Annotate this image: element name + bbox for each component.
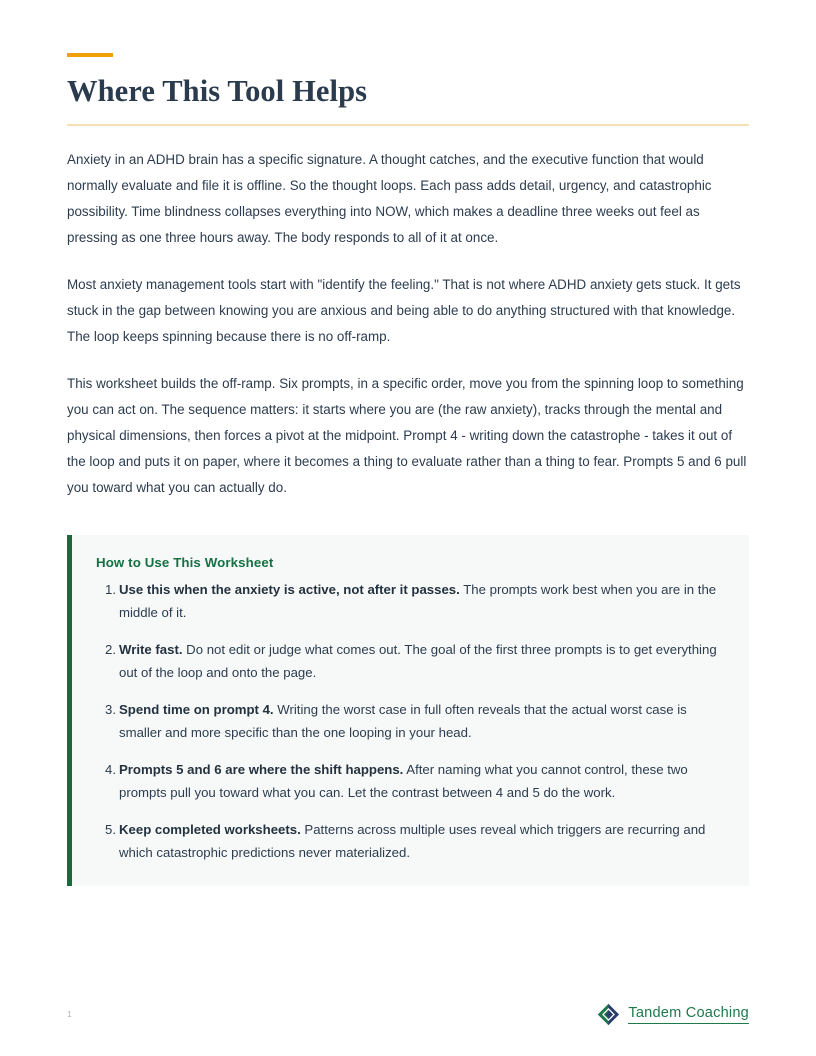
list-item bbox=[96, 578, 725, 624]
list-item-rest: The prompts work best when you are in the middle of it. bbox=[119, 581, 717, 620]
list-item bbox=[96, 818, 725, 864]
brand-name: Tandem Coaching bbox=[628, 1005, 749, 1023]
page-content bbox=[67, 0, 749, 886]
intro-paragraph-2: Most anxiety management tools start with "identify the feeling." That is not where ADHD anxiety gets stuck. It gets stuck in the gap between knowing you are anxious and being able to do anything structured with that knowledge. The loop keeps spinning because there is no off-ramp. bbox=[67, 276, 741, 344]
page-footer bbox=[0, 1003, 816, 1043]
intro-paragraph-1: Anxiety in an ADHD brain has a specific signature. A thought catches, and the executive function that would normally evaluate and file it is offline. So the thought loops. Each pass adds detail, urgency, and catastrophic possibility. Time blindness collapses everything into NOW, which makes a deadline three weeks out feel as pressing as one three hours away. The body responds to all of it at once. bbox=[67, 151, 712, 245]
list-item-lead: Write fast. bbox=[119, 641, 183, 657]
list-item-rest: Do not edit or judge what comes out. The goal of the first three prompts is to get everything out of the loop and onto the page. bbox=[119, 641, 717, 680]
tandem-diamond-icon bbox=[597, 1003, 620, 1026]
list-item-lead: Prompts 5 and 6 are where the shift happens. bbox=[119, 761, 404, 777]
how-to-use-list bbox=[96, 578, 725, 864]
list-item bbox=[96, 758, 725, 804]
title-accent-bar bbox=[67, 53, 113, 57]
list-item bbox=[96, 638, 725, 684]
page-number: 1 bbox=[67, 1009, 72, 1019]
list-item-rest: Writing the worst case in full often reveals that the actual worst case is smaller and more specific than the one looping in your head. bbox=[119, 701, 687, 740]
list-item-lead: Spend time on prompt 4. bbox=[119, 701, 274, 717]
list-item-lead: Keep completed worksheets. bbox=[119, 821, 301, 837]
callout-heading: How to Use This Worksheet bbox=[96, 554, 274, 570]
intro-paragraph-3: This worksheet builds the off-ramp. Six prompts, in a specific order, move you from the spinning loop to something you can act on. The sequence matters: it starts where you are (the raw anxiety), tracks through the mental and physical dimensions, then forces a pivot at the midpoint. Prompt 4 - writing down the catastrophe - takes it out of the loop and puts it on paper, where it becomes a thing to evaluate rather than a thing to fear. Prompts 5 and 6 pull you toward what you can actually do. bbox=[67, 375, 747, 495]
list-item-rest: Patterns across multiple uses reveal which triggers are recurring and which catastrophic predictions never materialized. bbox=[119, 821, 706, 860]
list-item bbox=[96, 698, 725, 744]
how-to-use-callout bbox=[67, 535, 749, 886]
brand-logo bbox=[597, 1003, 749, 1026]
page-title: Where This Tool Helps bbox=[67, 74, 368, 108]
list-item-lead: Use this when the anxiety is active, not after it passes. bbox=[119, 581, 460, 597]
title-divider-rule bbox=[67, 124, 749, 126]
list-item-rest: After naming what you cannot control, these two prompts pull you toward what you can. Let the contrast between 4 and 5 do the work. bbox=[119, 761, 688, 800]
